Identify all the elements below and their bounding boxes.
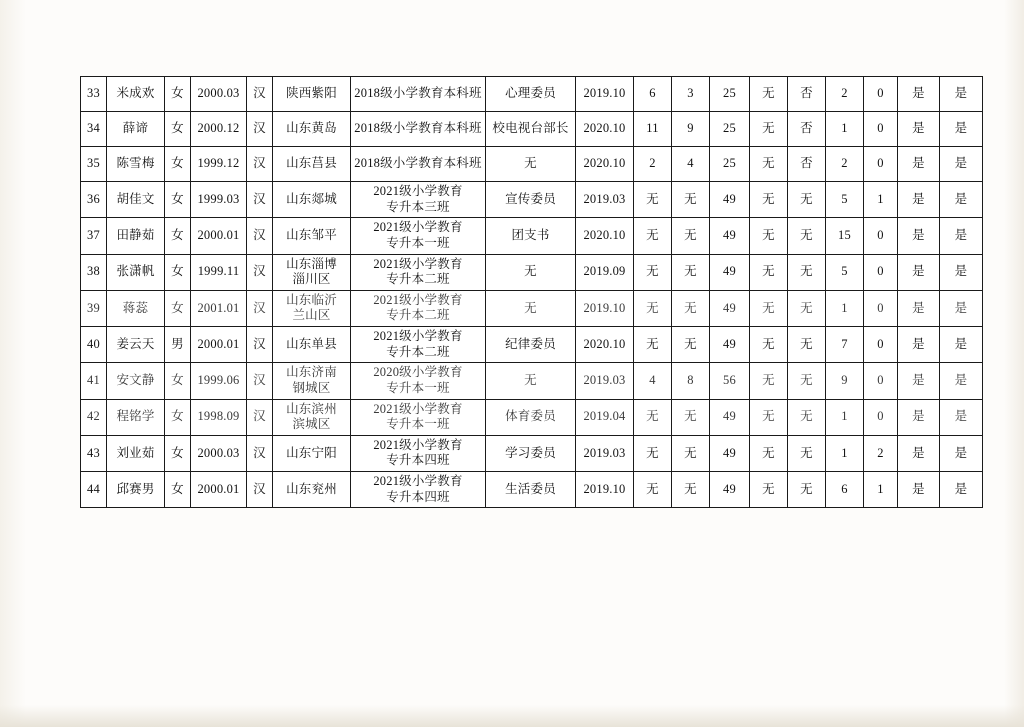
cell-class: [351, 290, 486, 326]
cell-n2: 8: [672, 363, 710, 399]
cell-eth: 汉: [247, 363, 273, 399]
cell-n2: 无: [672, 290, 710, 326]
cell-home-line: 山东郯城: [286, 191, 337, 206]
cell-n3: 25: [710, 147, 750, 182]
cell-n7: 0: [864, 363, 898, 399]
cell-name: 刘业茹: [107, 435, 165, 471]
table-row: [81, 290, 983, 326]
cell-n4: 无: [750, 254, 788, 290]
cell-sex: 男: [165, 327, 191, 363]
cell-name: 程铭学: [107, 399, 165, 435]
cell-n2: 无: [672, 182, 710, 218]
cell-n4: 无: [750, 290, 788, 326]
cell-post: 无: [486, 147, 576, 182]
cell-birth: 2000.01: [191, 327, 247, 363]
cell-n2: 9: [672, 112, 710, 147]
cell-class-line1: 2021级小学教育: [373, 474, 463, 488]
cell-eth: 汉: [247, 218, 273, 254]
cell-home-line: 山东济南: [286, 365, 337, 380]
cell-class-line1: 2021级小学教育: [373, 437, 463, 452]
cell-date: 2019.10: [576, 472, 634, 508]
cell-n4: 无: [750, 472, 788, 508]
cell-y1: 是: [898, 327, 940, 363]
cell-sex: 女: [165, 363, 191, 399]
cell-y2: 是: [940, 327, 983, 363]
cell-n3: 56: [710, 363, 750, 399]
cell-no: 40: [81, 327, 107, 363]
cell-n6: 6: [826, 472, 864, 508]
cell-home-line: 陕西紫阳: [286, 86, 337, 101]
cell-post: 团支书: [486, 218, 576, 254]
cell-home: [273, 363, 351, 399]
cell-eth: 汉: [247, 327, 273, 363]
cell-n5: 无: [788, 182, 826, 218]
cell-n6: 1: [826, 290, 864, 326]
cell-n5: 无: [788, 435, 826, 471]
cell-class: [351, 327, 486, 363]
cell-n2: 无: [672, 218, 710, 254]
cell-post: 校电视台部长: [486, 112, 576, 147]
cell-n1: 4: [634, 363, 672, 399]
cell-home-line: 山东黄岛: [286, 121, 337, 136]
table-row: [81, 112, 983, 147]
cell-n4: 无: [750, 399, 788, 435]
cell-n3: 49: [710, 218, 750, 254]
cell-n4: 无: [750, 112, 788, 147]
cell-n1: 6: [634, 77, 672, 112]
cell-birth: 2000.03: [191, 77, 247, 112]
cell-no: 33: [81, 77, 107, 112]
table-row: [81, 363, 983, 399]
cell-n2: 无: [672, 472, 710, 508]
cell-n5: 无: [788, 218, 826, 254]
cell-n1: 无: [634, 399, 672, 435]
cell-post: 宣传委员: [486, 182, 576, 218]
cell-class-line2: 专升本一班: [386, 417, 450, 432]
cell-y2: 是: [940, 435, 983, 471]
cell-no: 41: [81, 363, 107, 399]
cell-n1: 无: [634, 290, 672, 326]
cell-birth: 1999.03: [191, 182, 247, 218]
cell-date: 2019.10: [576, 77, 634, 112]
cell-home-line: 山东单县: [286, 336, 337, 351]
cell-birth: 2000.01: [191, 472, 247, 508]
cell-n6: 7: [826, 327, 864, 363]
cell-n2: 无: [672, 327, 710, 363]
cell-class-line1: 2021级小学教育: [373, 256, 463, 271]
cell-y1: 是: [898, 290, 940, 326]
cell-date: 2019.03: [576, 363, 634, 399]
cell-name: 米成欢: [107, 77, 165, 112]
cell-home: [273, 399, 351, 435]
cell-n7: 0: [864, 77, 898, 112]
cell-n1: 2: [634, 147, 672, 182]
cell-sex: 女: [165, 399, 191, 435]
table-row: [81, 182, 983, 218]
table-row: [81, 77, 983, 112]
cell-n4: 无: [750, 435, 788, 471]
cell-n1: 无: [634, 327, 672, 363]
cell-n6: 5: [826, 182, 864, 218]
cell-n7: 0: [864, 254, 898, 290]
cell-n2: 3: [672, 77, 710, 112]
cell-birth: 2000.03: [191, 435, 247, 471]
cell-eth: 汉: [247, 254, 273, 290]
cell-n6: 1: [826, 112, 864, 147]
cell-n3: 49: [710, 254, 750, 290]
cell-class-line1: 2020级小学教育: [373, 365, 463, 380]
cell-n5: 无: [788, 363, 826, 399]
cell-birth: 1999.11: [191, 254, 247, 290]
cell-home-line: 钢城区: [292, 380, 331, 395]
cell-home: [273, 254, 351, 290]
cell-home: [273, 147, 351, 182]
cell-n7: 0: [864, 147, 898, 182]
cell-post: 无: [486, 363, 576, 399]
cell-class-line1: 2018级小学教育本科班: [354, 86, 482, 101]
table-row: [81, 218, 983, 254]
cell-n4: 无: [750, 218, 788, 254]
cell-n1: 11: [634, 112, 672, 147]
cell-post: 纪律委员: [486, 327, 576, 363]
cell-class: [351, 147, 486, 182]
cell-n7: 1: [864, 182, 898, 218]
cell-post: 生活委员: [486, 472, 576, 508]
cell-class: [351, 472, 486, 508]
cell-n5: 无: [788, 399, 826, 435]
cell-n3: 49: [710, 472, 750, 508]
cell-y2: 是: [940, 399, 983, 435]
cell-name: 薛谛: [107, 112, 165, 147]
cell-n4: 无: [750, 327, 788, 363]
cell-y1: 是: [898, 254, 940, 290]
cell-class-line2: 专升本二班: [386, 308, 450, 323]
cell-sex: 女: [165, 435, 191, 471]
cell-no: 35: [81, 147, 107, 182]
cell-home: [273, 327, 351, 363]
cell-sex: 女: [165, 147, 191, 182]
cell-class-line1: 2018级小学教育本科班: [354, 121, 482, 136]
table-row: [81, 327, 983, 363]
cell-y2: 是: [940, 290, 983, 326]
cell-n3: 49: [710, 182, 750, 218]
cell-no: 39: [81, 290, 107, 326]
cell-eth: 汉: [247, 147, 273, 182]
scan-left-shadow: [0, 0, 26, 727]
roster-table: [80, 76, 983, 508]
cell-n5: 否: [788, 112, 826, 147]
cell-n5: 否: [788, 77, 826, 112]
cell-sex: 女: [165, 182, 191, 218]
cell-n6: 1: [826, 399, 864, 435]
cell-sex: 女: [165, 218, 191, 254]
cell-class: [351, 182, 486, 218]
cell-n2: 4: [672, 147, 710, 182]
cell-eth: 汉: [247, 290, 273, 326]
cell-sex: 女: [165, 112, 191, 147]
roster-table-body: [81, 77, 983, 508]
cell-name: 陈雪梅: [107, 147, 165, 182]
cell-eth: 汉: [247, 399, 273, 435]
cell-name: 安文静: [107, 363, 165, 399]
cell-date: 2019.09: [576, 254, 634, 290]
cell-class-line2: 专升本二班: [386, 344, 450, 359]
cell-post: 无: [486, 254, 576, 290]
cell-n3: 25: [710, 77, 750, 112]
cell-class-line2: 专升本四班: [386, 453, 450, 468]
cell-no: 34: [81, 112, 107, 147]
cell-n6: 9: [826, 363, 864, 399]
cell-home-line: 山东滨州: [286, 401, 337, 416]
cell-n2: 无: [672, 435, 710, 471]
table-row: [81, 435, 983, 471]
cell-n6: 2: [826, 147, 864, 182]
cell-class-line2: 专升本一班: [386, 235, 450, 250]
cell-n1: 无: [634, 254, 672, 290]
cell-n6: 5: [826, 254, 864, 290]
cell-no: 37: [81, 218, 107, 254]
cell-home-line: 山东邹平: [286, 228, 337, 243]
cell-y2: 是: [940, 112, 983, 147]
cell-eth: 汉: [247, 472, 273, 508]
cell-n7: 0: [864, 327, 898, 363]
cell-name: 张潇帆: [107, 254, 165, 290]
cell-birth: 2001.01: [191, 290, 247, 326]
cell-y2: 是: [940, 182, 983, 218]
cell-birth: 2000.01: [191, 218, 247, 254]
cell-home-line: 兰山区: [292, 308, 331, 323]
cell-date: 2019.10: [576, 290, 634, 326]
cell-home: [273, 77, 351, 112]
cell-sex: 女: [165, 290, 191, 326]
cell-n3: 49: [710, 435, 750, 471]
cell-n5: 无: [788, 290, 826, 326]
cell-n7: 2: [864, 435, 898, 471]
cell-y1: 是: [898, 218, 940, 254]
cell-birth: 2000.12: [191, 112, 247, 147]
cell-class: [351, 435, 486, 471]
cell-y1: 是: [898, 363, 940, 399]
cell-post: 心理委员: [486, 77, 576, 112]
cell-y1: 是: [898, 182, 940, 218]
cell-n4: 无: [750, 363, 788, 399]
cell-date: 2019.03: [576, 182, 634, 218]
cell-name: 田静茹: [107, 218, 165, 254]
cell-n7: 0: [864, 399, 898, 435]
cell-n4: 无: [750, 182, 788, 218]
cell-n5: 无: [788, 254, 826, 290]
cell-n2: 无: [672, 254, 710, 290]
cell-y1: 是: [898, 399, 940, 435]
cell-name: 姜云天: [107, 327, 165, 363]
cell-eth: 汉: [247, 112, 273, 147]
cell-n5: 无: [788, 327, 826, 363]
cell-eth: 汉: [247, 182, 273, 218]
scan-right-shadow: [1004, 0, 1024, 727]
cell-sex: 女: [165, 472, 191, 508]
cell-class-line1: 2021级小学教育: [373, 220, 463, 235]
cell-y1: 是: [898, 472, 940, 508]
cell-no: 43: [81, 435, 107, 471]
cell-name: 蒋蕊: [107, 290, 165, 326]
cell-class: [351, 218, 486, 254]
cell-n3: 49: [710, 290, 750, 326]
cell-n6: 15: [826, 218, 864, 254]
cell-class-line1: 2021级小学教育: [373, 401, 463, 416]
table-row: [81, 254, 983, 290]
cell-home-line: 山东宁阳: [286, 445, 337, 460]
cell-date: 2020.10: [576, 112, 634, 147]
cell-home-line: 山东兖州: [286, 481, 337, 496]
cell-post: 学习委员: [486, 435, 576, 471]
cell-n5: 否: [788, 147, 826, 182]
cell-y2: 是: [940, 363, 983, 399]
cell-y1: 是: [898, 435, 940, 471]
cell-n3: 25: [710, 112, 750, 147]
cell-n1: 无: [634, 218, 672, 254]
cell-no: 38: [81, 254, 107, 290]
cell-post: 无: [486, 290, 576, 326]
cell-date: 2019.03: [576, 435, 634, 471]
cell-date: 2020.10: [576, 327, 634, 363]
cell-y2: 是: [940, 218, 983, 254]
cell-home: [273, 182, 351, 218]
cell-name: 邱赛男: [107, 472, 165, 508]
table-row: [81, 147, 983, 182]
cell-y1: 是: [898, 77, 940, 112]
cell-y1: 是: [898, 147, 940, 182]
cell-n6: 2: [826, 77, 864, 112]
cell-eth: 汉: [247, 77, 273, 112]
cell-home-line: 山东莒县: [286, 156, 337, 171]
cell-date: 2019.04: [576, 399, 634, 435]
cell-n5: 无: [788, 472, 826, 508]
roster-table-container: [80, 76, 968, 508]
cell-no: 42: [81, 399, 107, 435]
table-row: [81, 472, 983, 508]
cell-class-line2: 专升本一班: [386, 380, 450, 395]
cell-class-line1: 2021级小学教育: [373, 292, 463, 307]
cell-y2: 是: [940, 77, 983, 112]
cell-y2: 是: [940, 254, 983, 290]
cell-date: 2020.10: [576, 147, 634, 182]
cell-class: [351, 399, 486, 435]
cell-eth: 汉: [247, 435, 273, 471]
cell-class: [351, 363, 486, 399]
cell-n1: 无: [634, 472, 672, 508]
cell-n7: 0: [864, 112, 898, 147]
cell-home: [273, 435, 351, 471]
cell-n3: 49: [710, 399, 750, 435]
cell-birth: 1998.09: [191, 399, 247, 435]
cell-class-line2: 专升本三班: [386, 199, 450, 214]
cell-name: 胡佳文: [107, 182, 165, 218]
cell-n6: 1: [826, 435, 864, 471]
cell-class: [351, 112, 486, 147]
cell-n1: 无: [634, 182, 672, 218]
cell-birth: 1999.12: [191, 147, 247, 182]
cell-post: 体育委员: [486, 399, 576, 435]
cell-class-line1: 2018级小学教育本科班: [354, 156, 482, 171]
cell-home-line: 山东临沂: [286, 292, 337, 307]
cell-birth: 1999.06: [191, 363, 247, 399]
cell-home: [273, 218, 351, 254]
cell-home-line: 滨城区: [292, 417, 331, 432]
cell-home: [273, 290, 351, 326]
cell-n2: 无: [672, 399, 710, 435]
cell-class-line2: 专升本二班: [386, 272, 450, 287]
cell-n4: 无: [750, 147, 788, 182]
cell-n7: 0: [864, 218, 898, 254]
table-row: [81, 399, 983, 435]
cell-n7: 0: [864, 290, 898, 326]
cell-n3: 49: [710, 327, 750, 363]
scan-bottom-shadow: [0, 705, 1024, 727]
cell-home-line: 山东淄博: [286, 256, 337, 271]
cell-no: 44: [81, 472, 107, 508]
cell-y2: 是: [940, 472, 983, 508]
cell-class-line1: 2021级小学教育: [373, 184, 463, 198]
cell-n4: 无: [750, 77, 788, 112]
cell-home: [273, 472, 351, 508]
cell-sex: 女: [165, 254, 191, 290]
cell-date: 2020.10: [576, 218, 634, 254]
cell-no: 36: [81, 182, 107, 218]
cell-class: [351, 254, 486, 290]
cell-home: [273, 112, 351, 147]
cell-y1: 是: [898, 112, 940, 147]
cell-n7: 1: [864, 472, 898, 508]
cell-n1: 无: [634, 435, 672, 471]
cell-class-line2: 专升本四班: [386, 489, 450, 504]
cell-sex: 女: [165, 77, 191, 112]
cell-home-line: 淄川区: [292, 272, 331, 287]
cell-class: [351, 77, 486, 112]
cell-class-line1: 2021级小学教育: [373, 329, 463, 343]
cell-y2: 是: [940, 147, 983, 182]
